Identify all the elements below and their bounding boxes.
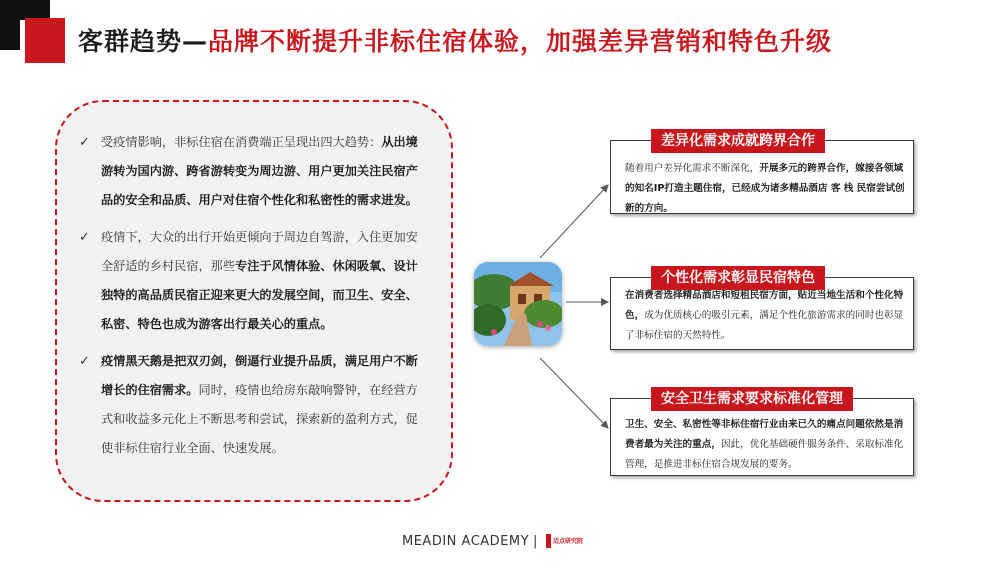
- bullet-segment: 疫情黑天鹅是把双刃剑，倒逼行业提升品质，满足用户不断增长的住宿需求。: [101, 354, 418, 397]
- card-cross-border-cooperation: [610, 133, 914, 214]
- card-body: [611, 141, 913, 223]
- bullet-segment: 从出境游转为国内游、跨省游转变为周边游、用户更加关注民宿产品的安全和品质、用户对住宿个性化和私密性的需求进发。: [101, 135, 418, 207]
- bullet-segment: 疫情下，大众的出行开始更倾向于周边自驾游，入住更加安全舒适的乡村民宿，那些: [101, 230, 418, 273]
- arrow-to-card-1: [540, 185, 608, 258]
- meadin-logo: [546, 533, 586, 549]
- bullet-segment: 专注于风情体验、休闲吸氧、设计独特的高品质民宿正迎来更大的发展空间，而卫生、安全、私密、特色也成为游客出行最关心的重点。: [101, 259, 418, 331]
- title-highlight: 品牌不断提升非标住宿体验，加强差异营销和特色升级: [208, 27, 833, 56]
- card-segment: 卫生、安全、私密性等非标住宿行业由来已久的痛点问题依然是消费者最为关注的重点，: [625, 419, 904, 450]
- footer-brand: MEADIN ACADEMY: [402, 533, 530, 549]
- card-body: [611, 399, 913, 479]
- bullet-segment: 同时，疫情也给房东敲响警钟，在经营方式和收益多元化上不断思考和尝试，探索新的盈利方式，促使非标住宿行业全面、快速发展。: [101, 383, 418, 455]
- card-segment: 因此，优化基础硬件服务条件、采取标准化管理，是推进非标住宿合规发展的要务。: [625, 439, 904, 470]
- check-icon: ✓: [79, 135, 90, 150]
- card-personalization: [610, 270, 914, 350]
- homestay-photo: [474, 262, 562, 346]
- check-icon: ✓: [79, 354, 90, 369]
- card-segment: 成为优质核心的吸引元素，满足个性化旅游需求的同时也彰显了非标住宿的天然特性。: [625, 310, 904, 341]
- card-segment: 开展多元的跨界合作，嫁接各领域的知名IP打造主题住宿，已经成为诸多精品酒店 客 栈 民宿尝试创新的方向。: [625, 163, 905, 214]
- arrow-to-card-3: [540, 358, 608, 428]
- card-heading: 差异化需求成就跨界合作: [651, 129, 825, 153]
- card-standardized-management: [610, 391, 914, 476]
- card-segment: 在消费者选择精品酒店和短租民宿方面，贴近当地生活和个性化特色，: [625, 290, 904, 321]
- title-prefix: 客群趋势—: [78, 27, 209, 56]
- check-icon: ✓: [79, 230, 90, 245]
- card-segment: 随着用户差异化需求不断深化，: [625, 163, 760, 174]
- footer-separator: |: [533, 533, 538, 549]
- bullet-segment: 受疫情影响，非标住宿在消费端正呈现出四大趋势：: [101, 135, 382, 149]
- footer: [402, 533, 586, 549]
- logo-text: 迈点研究院: [552, 538, 583, 545]
- card-heading: 安全卫生需求要求标准化管理: [651, 387, 853, 411]
- card-heading: 个性化需求彰显民宿特色: [651, 266, 825, 290]
